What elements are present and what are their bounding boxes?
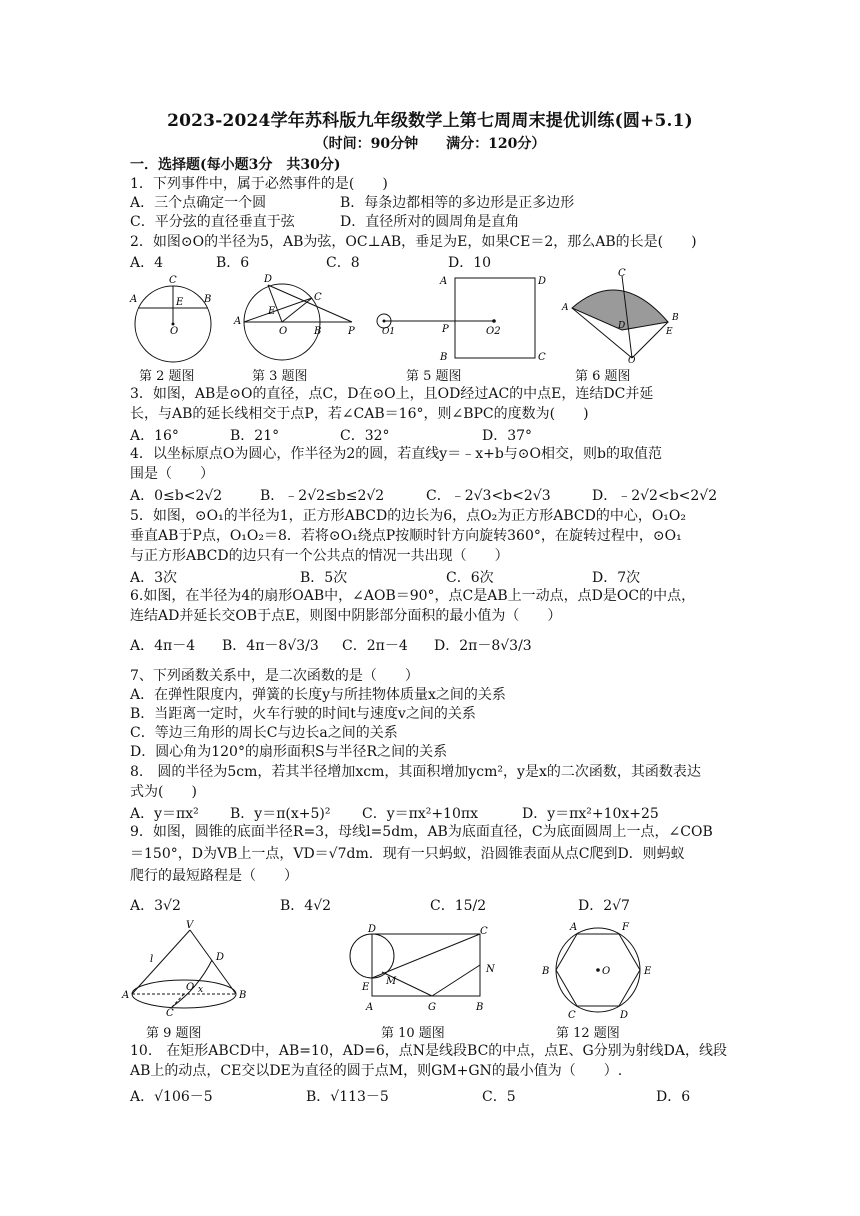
- question-4-stem-2: 围是（ ）: [130, 466, 214, 482]
- caption-fig3: 第 3 题图: [252, 369, 308, 384]
- fig10-label-e: E: [362, 982, 370, 993]
- fig5-label-d: D: [538, 276, 547, 287]
- caption-fig12: 第 12 题图: [556, 1026, 620, 1041]
- question-5-stem-3: 与正方形ABCD的边只有一个公共点的情况一共出现（ ）: [130, 548, 509, 564]
- question-7-stem: 7、下列函数关系中，是二次函数的是（ ）: [130, 668, 419, 684]
- figure-q6: [560, 268, 690, 364]
- fig6-label-d: D: [618, 321, 626, 331]
- question-6-stem-2: 连结AD并延长交OB于点E，则图中阴影部分面积的最小值为（ ）: [130, 608, 562, 624]
- question-5-option-c: C．6次: [446, 570, 494, 586]
- question-10-options: [130, 1086, 750, 1104]
- fig5-label-o1: O1: [382, 327, 396, 337]
- fig6-label-e: E: [666, 327, 673, 337]
- question-8-stem-2: 式为( ): [130, 784, 197, 800]
- figure-q9: [122, 918, 278, 1019]
- question-1-stem: 1．下列事件中，属于必然事件的是( ): [130, 176, 388, 192]
- question-9-option-c: C．15/2: [430, 898, 487, 914]
- question-7-option-d: D．圆心角为120°的扇形面积S与半径R之间的关系: [130, 744, 448, 760]
- fig10-label-g: G: [428, 1002, 436, 1013]
- caption-fig6: 第 6 题图: [575, 369, 631, 384]
- question-8-option-b: B．y＝π(x+5)²: [230, 806, 331, 822]
- fig6-label-b: B: [672, 313, 679, 323]
- question-2-option-a: A．4: [130, 255, 164, 271]
- fig9-label-v: V: [186, 920, 194, 931]
- question-3-option-d: D．37°: [482, 428, 533, 444]
- question-2-stem: 2．如图⊙O的半径为5，AB为弦，OC⊥AB，垂足为E，如果CE＝2，那么AB的长是( ): [130, 234, 697, 250]
- figure-q2: [128, 272, 218, 368]
- fig2-label-o: O: [170, 326, 179, 337]
- fig2-label-c: C: [169, 275, 177, 286]
- question-5-option-b: B．5次: [300, 570, 348, 586]
- question-2-option-d: D．10: [448, 255, 492, 271]
- fig10-label-a: A: [366, 1002, 374, 1013]
- question-5-options: [130, 567, 750, 585]
- fig5-label-a: A: [440, 276, 448, 287]
- question-1-option-b: B．每条边都相等的多边形是正多边形: [340, 195, 575, 211]
- fig3-label-p: P: [348, 326, 355, 337]
- fig10-label-b: B: [476, 1002, 484, 1013]
- page-title: 2023-2024学年苏科版九年级数学上第七周周末提优训练(圆+5.1): [167, 111, 693, 131]
- question-1-option-c: C．平分弦的直径垂直于弦: [130, 214, 295, 230]
- fig10-label-d: D: [368, 924, 377, 935]
- fig12-label-c: C: [568, 1010, 576, 1021]
- question-3-option-b: B．21°: [230, 428, 280, 444]
- caption-fig9: 第 9 题图: [146, 1026, 202, 1041]
- fig6-label-o: O: [628, 356, 636, 366]
- question-9-options: [130, 895, 750, 913]
- question-3-stem-2: 长，与AB的延长线相交于点P，若∠CAB＝16°，则∠BPC的度数为( ): [130, 406, 589, 422]
- page-subtitle: （时间：90分钟 满分：120分）: [314, 136, 546, 152]
- figure-q10: [346, 922, 506, 1018]
- fig5-label-o2: O2: [486, 326, 501, 337]
- fig9-label-l: l: [150, 954, 154, 965]
- question-6-option-b: B．4π－8√3/3: [222, 638, 319, 654]
- fig9-label-a: A: [122, 990, 130, 1001]
- question-10-stem-1: 10. 在矩形ABCD中，AB=10，AD=6，点N是线段BC的中点，点E、G分别为射线DA，线段: [130, 1043, 728, 1059]
- question-3-stem-1: 3．如图，AB是⊙O的直径，点C，D在⊙O上，且OD经过AC的中点E，连结DC并延: [130, 386, 654, 402]
- fig12-label-f: F: [622, 922, 629, 933]
- question-9-stem-2: ＝150°，D为VB上一点，VD＝√7dm．现有一只蚂蚁，沿圆锥表面从点C爬到D．则蚂蚁: [130, 846, 685, 862]
- fig3-label-a: A: [234, 316, 242, 327]
- figure-q3: [232, 272, 362, 368]
- question-9-option-d: D．2√7: [578, 898, 630, 914]
- fig10-label-c: C: [480, 926, 488, 937]
- caption-fig2: 第 2 题图: [139, 369, 195, 384]
- question-2-option-b: B．6: [216, 255, 250, 271]
- question-6-options: [130, 635, 750, 653]
- fig12-label-d: D: [620, 1010, 629, 1021]
- figure-q5: [372, 272, 552, 364]
- question-8-stem-1: 8. 圆的半径为5cm，若其半径增加xcm，其面积增加ycm²，y是x的二次函数，其函数表达: [130, 764, 701, 780]
- fig6-label-c: C: [618, 268, 626, 279]
- question-5-option-a: A．3次: [130, 570, 178, 586]
- fig10-label-n: N: [486, 964, 495, 975]
- caption-fig5: 第 5 题图: [406, 369, 462, 384]
- fig9-label-o: O: [186, 982, 195, 993]
- question-4-option-b: B．﹣2√2≤b≤2√2: [260, 488, 385, 504]
- fig12-label-a: A: [570, 922, 578, 933]
- question-3-option-c: C．32°: [340, 428, 390, 444]
- question-10-option-d: D．6: [656, 1089, 691, 1105]
- question-10-option-c: C．5: [482, 1089, 516, 1105]
- question-1-option-d: D．直径所对的圆周角是直角: [340, 214, 520, 230]
- question-4-stem-1: 4．以坐标原点O为圆心，作半径为2的圆，若直线y＝﹣x+b与⊙O相交，则b的取值范: [130, 446, 662, 462]
- caption-fig10: 第 10 题图: [381, 1026, 445, 1041]
- section-heading: 一．选择题(每小题3分 共30分): [130, 157, 341, 173]
- question-5-stem-2: 垂直AB于P点，O₁O₂＝8．若将⊙O₁绕点P按顺时针方向旋转360°，在旋转过程中，⊙O₁: [130, 528, 682, 544]
- question-6-stem-1: 6.如图，在半径为4的扇形OAB中，∠AOB＝90°，点C是AB上一动点，点D是OC的中点，: [130, 588, 696, 604]
- question-8-option-a: A．y＝πx²: [130, 806, 199, 822]
- fig9-label-d: D: [216, 952, 225, 963]
- question-3-options: [130, 425, 750, 443]
- question-7-option-a: A．在弹性限度内，弹簧的长度y与所挂物体质量x之间的关系: [130, 687, 506, 703]
- figure-q12: [540, 918, 660, 1022]
- question-5-stem-1: 5．如图，⊙O₁的半径为1，正方形ABCD的边长为6，点O₂为正方形ABCD的中心，O₁O₂: [130, 508, 686, 524]
- question-8-option-c: C．y＝πx²+10πx: [362, 806, 478, 822]
- fig9-label-x: x: [198, 985, 204, 995]
- question-3-option-a: A．16°: [130, 428, 179, 444]
- question-8-option-d: D．y＝πx²+10x+25: [522, 806, 659, 822]
- fig12-label-e: E: [644, 966, 652, 977]
- question-8-options: [130, 803, 750, 821]
- question-1-option-a: A．三个点确定一个圆: [130, 195, 267, 211]
- fig5-label-b: B: [440, 352, 448, 363]
- question-4-option-c: C．﹣2√3<b<2√3: [426, 488, 551, 504]
- question-9-stem-3: 爬行的最短路程是（ ）: [130, 868, 298, 884]
- question-7-option-c: C．等边三角形的周长C与边长a之间的关系: [130, 725, 398, 741]
- fig12-label-b: B: [542, 966, 550, 977]
- question-10-option-b: B．√113－5: [306, 1089, 389, 1105]
- fig9-label-b: B: [239, 990, 247, 1001]
- question-9-option-a: A．3√2: [130, 898, 181, 914]
- question-10-option-a: A．√106－5: [130, 1089, 213, 1105]
- question-9-stem-1: 9．如图，圆锥的底面半径R=3，母线l=5dm，AB为底面直径，C为底面圆周上一点，∠COB: [130, 824, 713, 840]
- fig3-label-b: B: [314, 326, 322, 337]
- fig12-label-o: O: [602, 966, 611, 977]
- question-4-options: [130, 485, 750, 503]
- fig10-label-m: M: [386, 976, 397, 987]
- fig3-label-c: C: [314, 292, 322, 303]
- question-6-option-a: A．4π－4: [130, 638, 196, 654]
- question-5-option-d: D．7次: [592, 570, 641, 586]
- question-9-option-b: B．4√2: [280, 898, 332, 914]
- question-6-option-c: C．2π－4: [342, 638, 408, 654]
- fig6-label-a: A: [562, 303, 569, 313]
- question-4-option-d: D．﹣2√2<b<2√2: [592, 488, 718, 504]
- fig2-label-a: A: [130, 294, 138, 305]
- question-2-option-c: C．8: [326, 255, 360, 271]
- question-7-option-b: B．当距离一定时，火车行驶的时间t与速度v之间的关系: [130, 706, 476, 722]
- question-6-option-d: D．2π－8√3/3: [434, 638, 532, 654]
- fig5-label-c: C: [538, 352, 546, 363]
- question-4-option-a: A．0≤b<2√2: [130, 488, 223, 504]
- fig3-label-o: O: [279, 326, 288, 337]
- fig2-label-e: E: [176, 297, 184, 308]
- fig3-label-d: D: [264, 274, 273, 285]
- fig5-label-p: P: [442, 324, 449, 335]
- fig3-label-e: E: [268, 306, 276, 317]
- question-10-stem-2: AB上的动点，CE交以DE为直径的圆于点M，则GM+GN的最小值为（ ）.: [130, 1063, 623, 1079]
- fig2-label-b: B: [204, 294, 212, 305]
- fig9-label-c: C: [166, 1008, 174, 1019]
